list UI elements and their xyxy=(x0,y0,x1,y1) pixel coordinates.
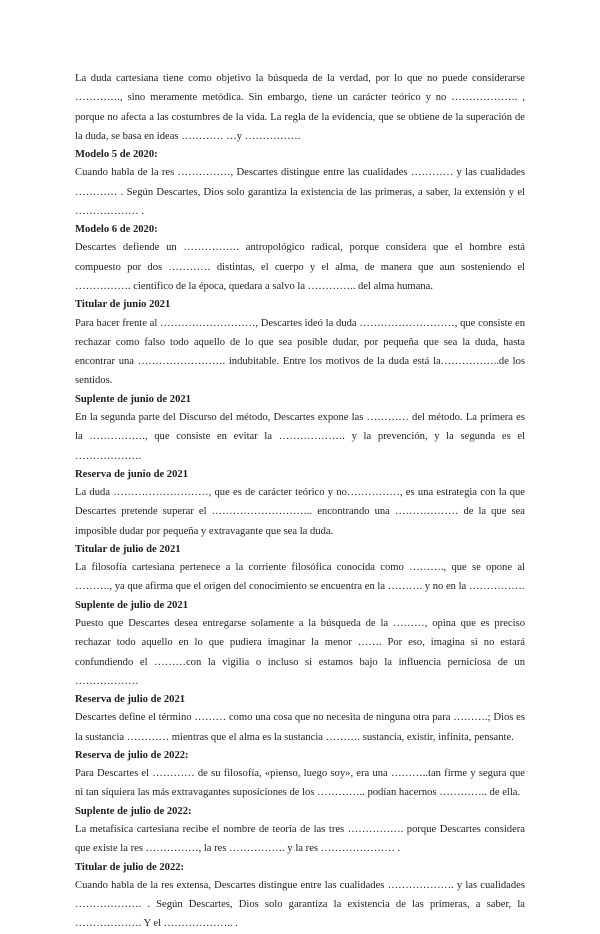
section-heading-modelo-5-2020: Modelo 5 de 2020: xyxy=(75,149,158,161)
paragraph-suplente-julio-2021: Puesto que Descartes desea entregarse solamente a la búsqueda de la ………, opina que es preciso rechazar todo aquello en lo que pudiera imaginar la menor ……. Por eso, imagina si no estará confundiendo el ………con la vigilia o incluso si estamos bajo la influencia perniciosa de un ……………… xyxy=(75,617,525,687)
paragraph-reserva-junio-2021: La duda ………………………, que es de carácter teórico y no……………, es una estrategia con la que Descartes pretende superar el ……………………….. encontrando una ……………… de la que sea imposible dudar por pequeña y extravagante que sea la duda. xyxy=(75,487,525,537)
section-heading-suplente-julio-2021: Suplente de julio de 2021 xyxy=(75,599,189,611)
paragraph-modelo-5-2020: Cuando habla de la res ……………, Descartes distingue entre las cualidades ………… y las cualidades ………… . Según Descartes, Dios solo garantiza la existencia de las primeras, a saber, la extensión y el ……………… . xyxy=(75,167,525,217)
paragraph-suplente-junio-2021: En la segunda parte del Discurso del método, Descartes expone las ………… del método. La primera es la ……………., que consiste en evitar la ………………. y la prevención, y la segunda es el ………………. xyxy=(75,411,525,462)
paragraph-reserva-julio-2022: Para Descartes el ………… de su filosofía, «pienso, luego soy», era una ………..tan firme y segura que ni tan siquiera las más extravagantes suposiciones de los ………….. podían hacernos ………….. de ella. xyxy=(75,768,525,799)
section-heading-reserva-julio-2021: Reserva de julio de 2021 xyxy=(75,694,186,706)
paragraph-titular-junio-2021: Para hacer frente al ………………………, Descartes ideó la duda ………………………, que consiste en rechazar como falso todo aquello de lo que sea posible dudar, por pequeña que sea la duda, hasta encontrar una ……………………. indubitable. Entre los motivos de la duda está la……………..de los sentidos. xyxy=(75,317,525,387)
section-heading-titular-junio-2021: Titular de junio 2021 xyxy=(75,299,171,311)
section-heading-modelo-6-2020: Modelo 6 de 2020: xyxy=(75,224,158,236)
section-heading-titular-julio-2021: Titular de julio de 2021 xyxy=(75,543,181,555)
section-heading-reserva-julio-2022: Reserva de julio de 2022: xyxy=(75,749,189,761)
section-heading-titular-julio-2022: Titular de julio de 2022: xyxy=(75,861,185,873)
paragraph-modelo-6-2020: Descartes defiende un ……………. antropológico radical, porque considera que el hombre está compuesto por dos ………… distintas, el cuerpo y el alma, de manera que aun sosteniendo el ……………. científico de la época, quedara a salvo la ………….. del alma humana. xyxy=(75,242,525,293)
paragraph-titular-julio-2022: Cuando habla de la res extensa, Descartes distingue entre las cualidades ………………. y las cualidades ………………. . Según Descartes, Dios solo garantiza la existencia de las primeras, a saber, la ………………. Y el ……………….. . xyxy=(75,879,525,930)
intro-paragraph: La duda cartesiana tiene como objetivo la búsqueda de la verdad, por lo que no puede considerarse …………., sino meramente metódica. Sin embargo, tiene un carácter teórico y no ………………. , porque no afecta a las costumbres de la vida. La regla de la evidencia, que se obtiene de la superación de la duda, se basa en ideas ………… …y ……………. xyxy=(75,73,525,142)
paragraph-suplente-julio-2022: La metafísica cartesiana recibe el nombre de teoría de las tres ……………. porque Descartes considera que existe la res ……………, la res ……………. y la res ………………… . xyxy=(75,823,525,855)
section-heading-suplente-julio-2022: Suplente de julio de 2022: xyxy=(75,805,192,817)
section-heading-reserva-junio-2021: Reserva de junio de 2021 xyxy=(75,468,188,480)
section-heading-suplente-junio-2021: Suplente de junio de 2021 xyxy=(75,393,191,405)
paragraph-titular-julio-2021: La filosofía cartesiana pertenece a la corriente filosófica conocida como ………., que se opone al ………., ya que afirma que el origen del conocimiento se encuentra en la ………. y no en la ……………. xyxy=(75,562,525,593)
paragraph-reserva-julio-2021: Descartes define el término ……… como una cosa que no necesita de ninguna otra para ……….; Dios es la sustancia ………… mientras que el alma es la sustancia ………. sustancia, existir, infinita, pensante. xyxy=(75,712,525,743)
